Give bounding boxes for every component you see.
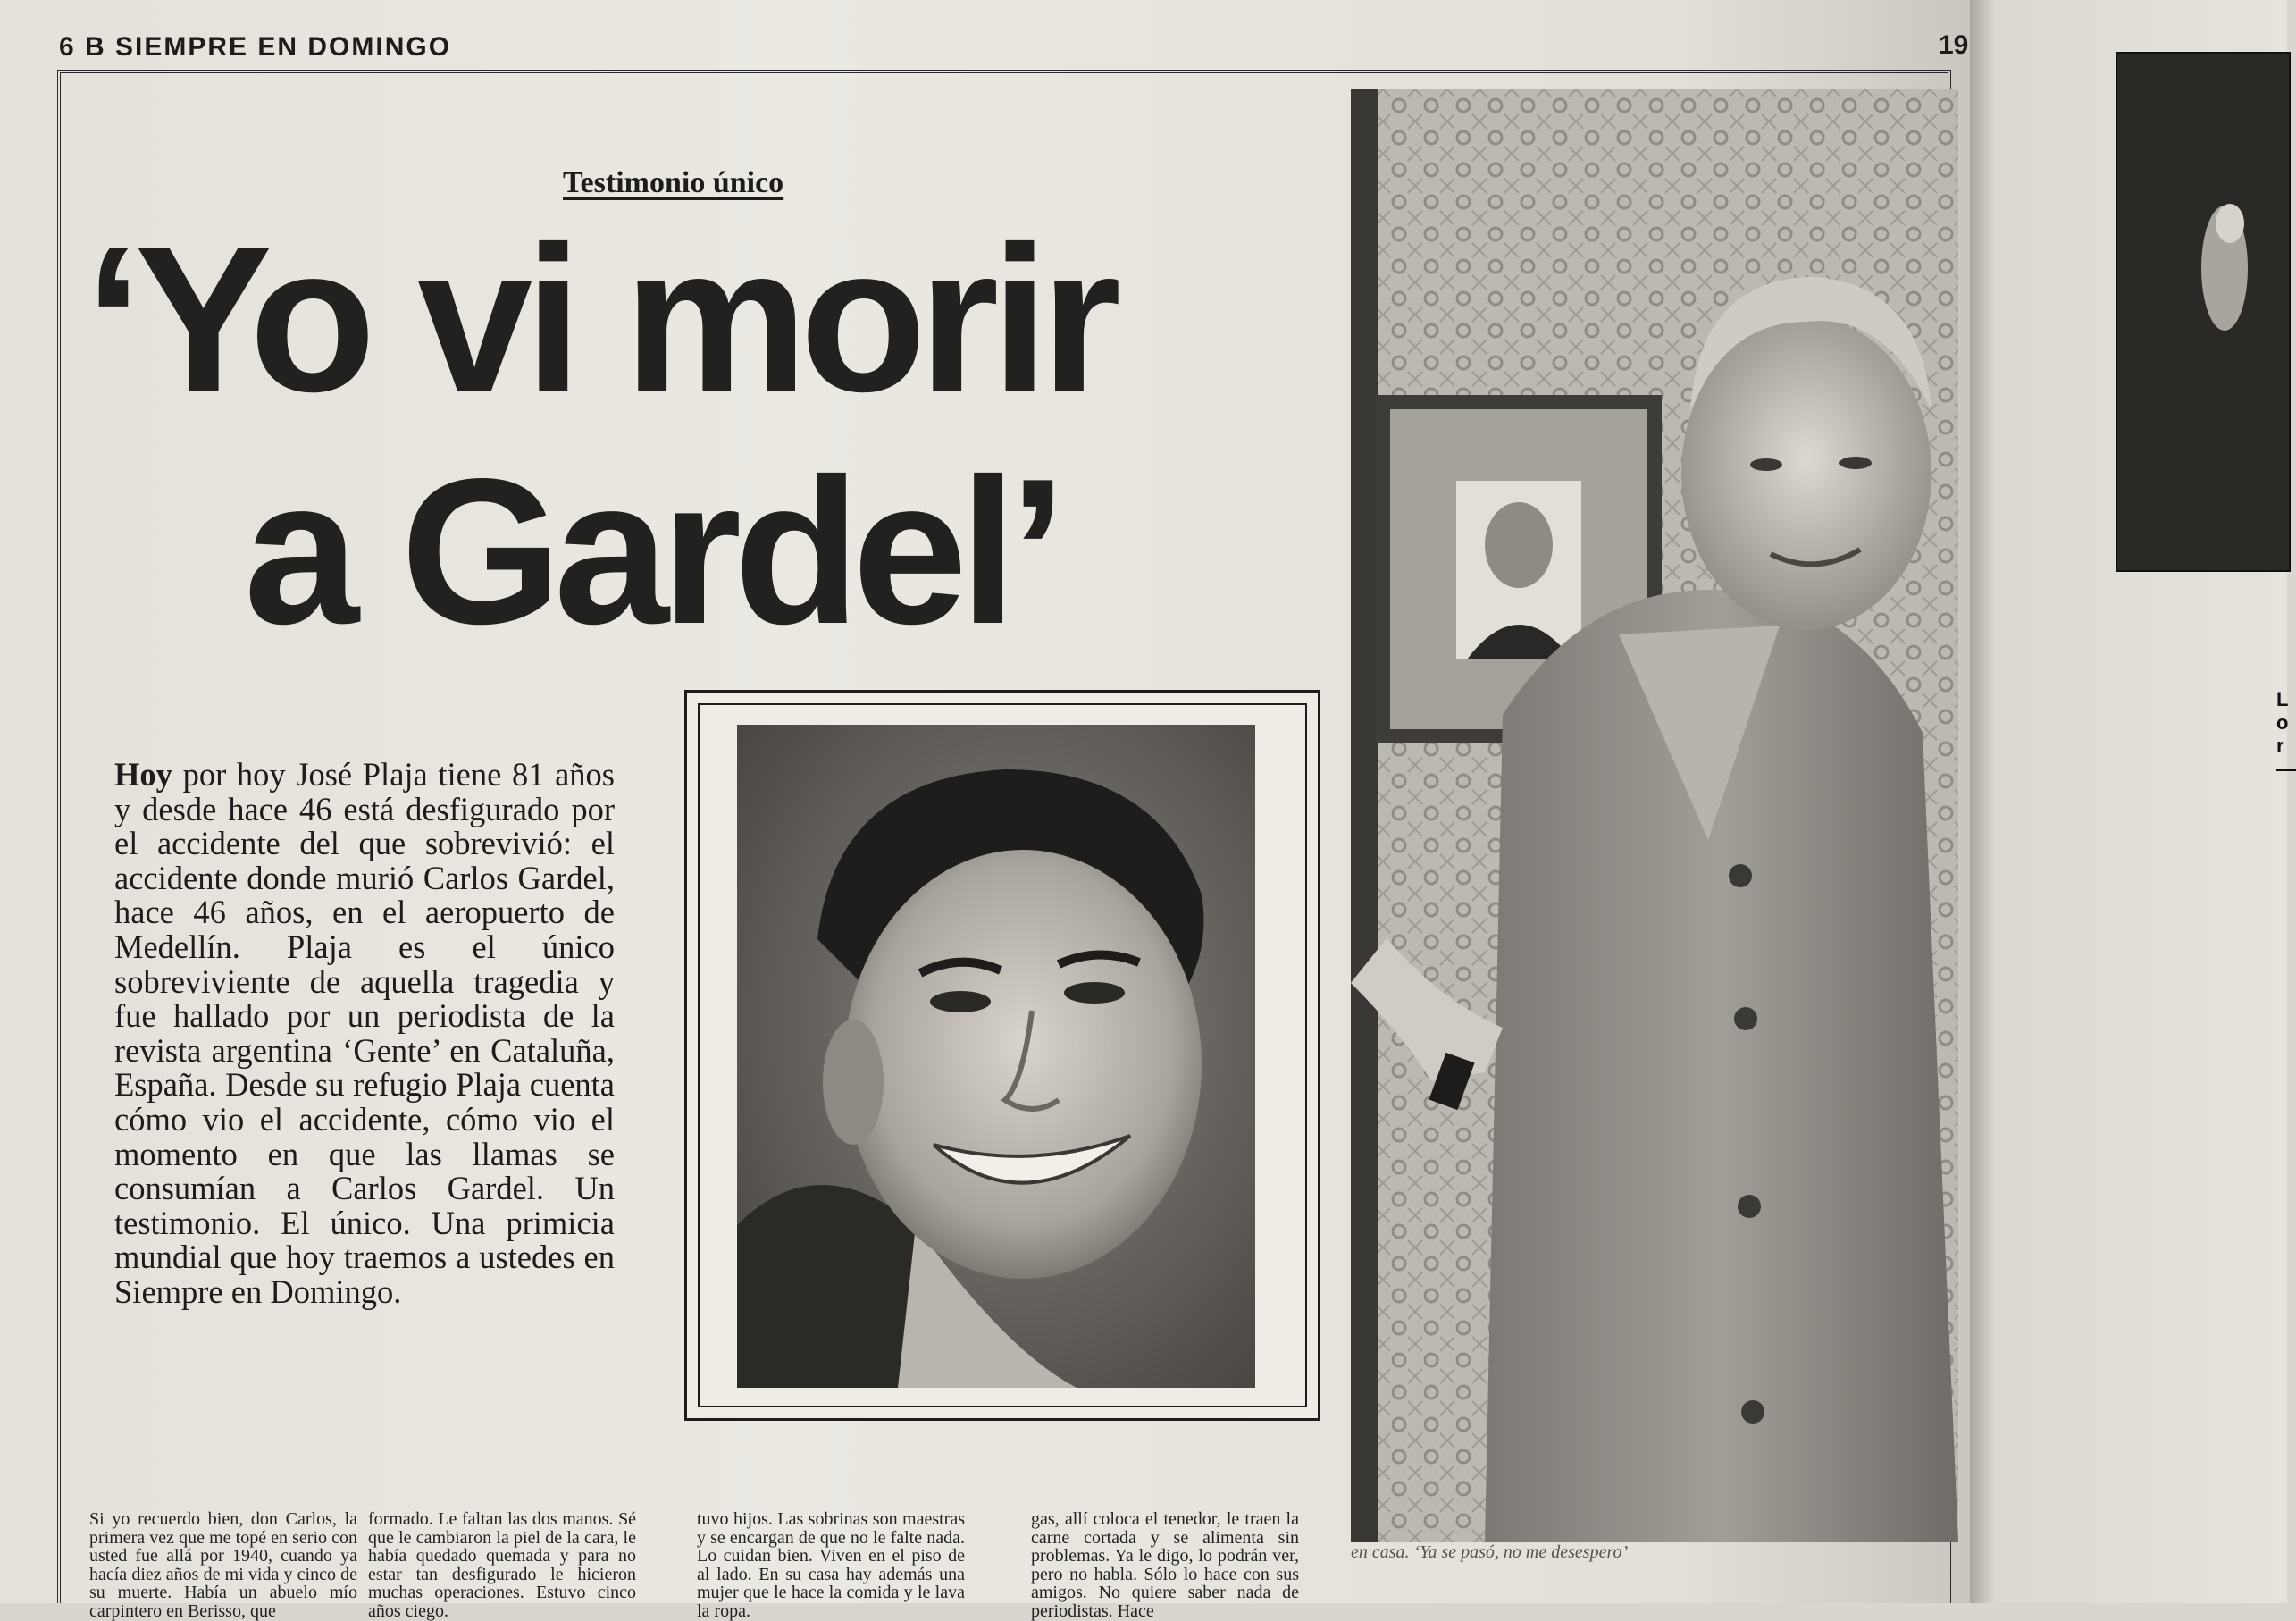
lede-text: por hoy José Plaja tiene 81 años y desde hace 46 está desfigurado por el accidente del que sobrevivió: el accidente donde murió Carlos Gardel, hace 46 años, en el aeropuerto de Medellín. Plaja es el único sobreviviente de aquella tragedia y fue hallado por un periodista de la revista argentina ‘Gente’ en Cataluña, España. Desde su refugio Plaja cuenta cómo vio el accidente, cómo vio el momento en que las llamas se consumían a Carlos Gardel. Un testimonio. El único. Una primicia mundial que hoy traemos a ustedes en Siempre en Domingo. [114, 756, 616, 1310]
headline-line-2: a Gardel’ [244, 436, 1059, 668]
portrait-photo [737, 725, 1255, 1388]
body-columns [89, 1509, 1340, 1621]
kicker: Testimonio único [563, 166, 784, 199]
headline [85, 204, 1336, 668]
lede-paragraph [114, 758, 615, 1310]
running-head: 6 B SIEMPRE EN DOMINGO [59, 32, 452, 62]
elderly-man-photo [1351, 89, 1958, 1542]
headline-line-1: ‘Yo vi morir [85, 204, 1114, 435]
lede-lead-in: Hoy [114, 756, 172, 793]
portrait-frame [684, 690, 1320, 1421]
body-column-4: gas, allí coloca el tenedor, le traen la carne cortada y se alimenta sin problemas. Ya le digo, lo podrán ver, pero no habla. Sólo lo hace con sus amigos. No quiere saber nada de periodistas. Hace [1031, 1509, 1299, 1621]
body-column-2: formado. Le faltan las dos manos. Sé que le cambiaron la piel de la cara, le había quedado quemada y para no estar tan desfigurado le hicieron muchas operaciones. Estuvo cinco años ciego. [368, 1509, 636, 1621]
right-page-photo [2116, 52, 2291, 572]
right-page-number: 19 [1939, 30, 1969, 60]
photo-caption: en casa. ‘Ya se pasó, no me desespero’ [1351, 1542, 1629, 1562]
body-column-1: Si yo recuerdo bien, don Carlos, la primera vez que me topé en serio con usted fue allá por 1940, cuando ya hacía diez años de mi vida y cinco de su muerte. Había un abuelo mío carpintero en Berisso, que [89, 1509, 357, 1621]
right-page-marks: L o r — [2276, 688, 2296, 780]
body-column-3: tuvo hijos. Las sobrinas son maestras y se encargan de que no le falte nada. Lo cuidan bien. Viven en el piso de al lado. En su casa hay además una mujer que le hace la comida y le lava la ropa. [697, 1509, 965, 1621]
